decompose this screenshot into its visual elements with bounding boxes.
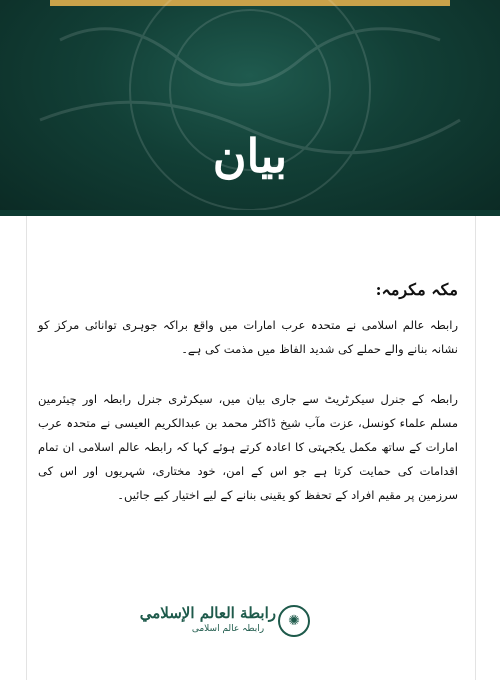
page-title: بیان <box>212 129 288 183</box>
logo-arabic-text: رابطة العالم الإسلامي <box>139 604 276 622</box>
emblem-icon: ✺ <box>278 605 310 637</box>
paragraph-2: رابطہ کے جنرل سیکرٹریٹ سے جاری بیان میں، سیکرٹری جنرل رابطہ اور چیئرمین مسلم علماء کونسل، عزت مآب شیخ ڈاکٹر محمد بن عبدالکریم العیسی نے متحدہ عرب امارات کے ساتھ مکمل یکجہتی کا اعادہ کرتے ہوئے کہا کہ رابطہ عالم اسلامی ان تمام اقدامات کی حمایت کرتا ہے جو اس کے امن، خود مختاری، شہریوں اور اس کی سرزمین پر مقیم افراد کے تحفظ کو یقینی بنانے کے لیے اختیار کیے جائیں۔ <box>38 392 458 502</box>
logo-urdu-text: رابطہ عالم اسلامی <box>191 624 265 634</box>
dateline: مکہ مکرمہ: <box>375 280 458 299</box>
paragraph-1: رابطہ عالم اسلامی نے متحدہ عرب امارات میں واقع براکہ جوہری توانائی مرکز کو نشانہ بنانے والے حملے کی شدید الفاظ میں مذمت کی ہے۔ <box>38 318 458 356</box>
statement-content <box>38 280 458 533</box>
header-banner <box>0 0 500 216</box>
